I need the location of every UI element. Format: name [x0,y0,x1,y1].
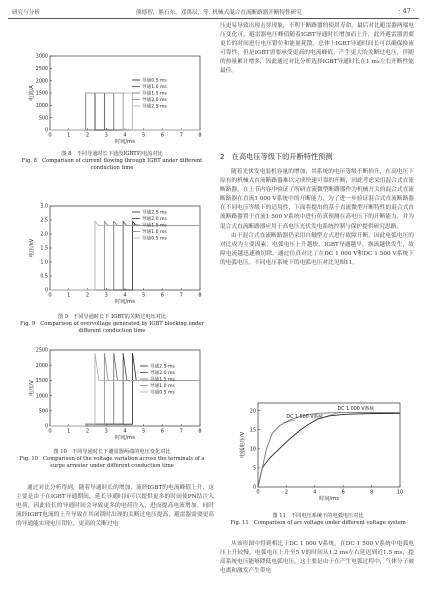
x-tick-label: 2 [85,132,90,139]
y-tick-label: 500 [38,116,48,122]
x-axis-label: 时间/ms [115,139,135,145]
figure-8-caption-cn: 图 8 不同导通时长下通没IGBT的电流对比 [61,151,163,157]
legend-label: 导通1.0 ms [142,230,167,236]
series-line [50,93,200,130]
y-tick-label: 500 [38,409,48,415]
y-tick-label: 1.5 [40,246,48,252]
figure-10-caption-en: Fig. 10 Comparison of the voltage variation across the terminals of a surge arrester under different conduction time [19,456,205,470]
legend-label: 导通2.0 ms [142,98,167,104]
figure-11-caption [222,513,414,527]
y-tick-label: 0 [252,485,256,491]
left-column-body [16,484,214,529]
x-tick-label: 4 [123,428,127,435]
y-tick-label: 2000 [35,363,48,369]
series-line [50,353,200,426]
x-tick-label: 6 [160,428,165,435]
y-tick-label: 1500 [35,379,48,385]
figure-8-caption-en: Fig. 8 Comparison of current flowing through IGBT under different conduction time [21,158,203,172]
figure-11-caption-cn: 图 11 不同电压系统下的电弧电压对比 [272,513,364,519]
x-tick-label: 4 [313,489,317,496]
x-tick-label: 3 [104,428,108,435]
y-tick-label: 2.0 [40,232,48,238]
paragraph: 由于混合式直流断路器仍采用自触型方式进行故障开断，因此电弧电压的对比成为主要因素，电弧电压上升越快，IGBT导通越早，换流越快发生，故障电流越迅速被切除。通过仿真对比了在DC 1 000 V和DC 1 500 V系统下的电弧电压。不同电压系统下的电弧电压对比见图11。 [220,232,414,266]
page-number: · 47 · [398,7,415,15]
y-tick-label: 3000 [35,54,48,60]
series-line [50,93,200,130]
figure-9-caption-en: Fig. 9 Comparison of overvoltage generated by IGBT blocking under different conduction time [19,321,205,335]
paragraph: 通过对比分析得到，随着导通时长的增加，流经IGBT的电流峰值上升，这主要是由于在IGBT导通期间，延长导通时间可以提供更多的时间使PN结注入电荷，因此较长的导通时间会导致更多的电荷注入，进而提高电流增加。同时流经IGBT电流的上升导致在其闭锁时出现的关断过电压提高，避雷器需要更高的导通能实现电压钳位，更高的关断过电 [16,485,214,528]
y-tick-label: 2.5 [40,218,48,224]
x-tick-label: 0 [48,132,52,139]
legend-label: 导通2.5 ms [142,104,167,110]
x-tick-label: 4 [123,292,127,299]
y-tick-label: 1000 [35,104,48,110]
x-tick-label: 3 [104,292,108,299]
y-axis-label: 电弧电压/V [240,431,246,459]
x-tick-label: 8 [198,132,202,139]
y-tick-label: 20 [249,409,256,415]
x-tick-label: 2 [85,428,90,435]
journal-column: 研究与分析 [12,10,40,16]
right-column-mid [220,168,414,268]
legend-label: 导通0.5 ms [150,390,175,396]
legend-label: 导通1.5 ms [142,223,167,229]
figure-10-caption-cn: 图 10 不同导通时长下避雷器两端的电压变化对比 [53,449,171,455]
y-tick-label: 1000 [35,394,48,400]
legend-label: 导通0.5 ms [142,78,167,84]
series-line [258,413,400,487]
y-tick-label: 2500 [35,67,48,73]
figure-9 [20,200,210,310]
y-tick-label: 1500 [35,91,48,97]
x-tick-label: 4 [123,132,127,139]
legend-label: 导通2.5 ms [142,210,167,216]
x-tick-label: 6 [160,132,165,139]
series-line [258,413,400,487]
x-tick-label: 10 [396,489,404,496]
series-line [50,221,200,290]
figure-8-caption [12,151,212,173]
x-tick-label: 0 [48,292,52,299]
x-tick-label: 5 [142,428,146,435]
y-tick-label: 1.0 [40,260,48,266]
x-tick-label: 1 [67,428,71,435]
figure-10-caption [12,449,212,471]
x-tick-label: 3 [104,132,108,139]
x-tick-label: 6 [160,292,165,299]
plot-frame [50,350,200,426]
figure-8 [20,50,210,150]
x-tick-label: 0 [48,428,52,435]
legend-label: 导通1.5 ms [150,377,175,383]
legend-label: 导通1.5 ms [142,91,167,97]
paragraph: 从该形图中得到相比于DC 1 000 V系统，在DC 1 500 V系统中电弧电压上升较慢，电弧电压上升至5 V的时间从1.2 ms左右延迟到近1.5 ms，提高系统电压能够降低电弧电压，这主要是由于在产生电弧过程中，气体分子被电离和激发产生带电 [220,541,414,575]
figure-9-caption-cn: 图 9 不同导通时长下 IGBT的关断过电压对比 [57,314,167,320]
figure-11-plot [232,395,410,507]
series-line [50,93,200,130]
figure-11-caption-en: Fig. 11 Comparison of arc voltage under different voltage system [230,520,406,527]
section-heading: 2 在高电压等级下的开断特性预测 [220,152,333,161]
x-tick-label: 2 [85,292,90,299]
series-line [50,221,200,290]
series-line [50,93,200,130]
y-axis-label: 电压/kV [29,238,35,258]
figure-8-plot [20,50,210,150]
y-tick-label: 0 [44,288,48,294]
figure-11 [232,395,410,507]
x-tick-label: 1 [67,132,71,139]
legend-label: 导通2.0 ms [142,217,167,223]
x-tick-label: 7 [179,132,183,139]
series-line [50,93,200,130]
y-tick-label: 10 [249,447,256,453]
legend-label: 导通2.0 ms [150,371,175,377]
x-tick-label: 0 [256,489,260,496]
y-axis-label: 电压/V [29,380,35,396]
y-tick-label: 2500 [35,348,48,354]
x-tick-label: 5 [142,292,146,299]
right-column-top [220,22,414,77]
x-axis-label: 时间/ms [319,496,339,502]
right-column-bottom [220,540,414,576]
x-tick-label: 2 [284,489,288,496]
x-tick-label: 7 [179,428,183,435]
x-tick-label: 6 [341,489,345,496]
x-tick-label: 8 [198,428,202,435]
figure-10-plot [20,344,210,446]
y-tick-label: 0.5 [40,274,48,280]
legend-label: 导通0.5 ms [142,236,167,242]
legend-label: 导通2.5 ms [150,364,175,370]
y-tick-label: 2000 [35,79,48,85]
paragraph: 压更易导致出现击穿现象，不利于断路器的使用寿命。最后对比避雷器两端电压变化可，避雷器电压峰值随着IGBT导通时长增加而上升，此外避雷器需要更长的时间进行电压钳位和能量耗散。总体上IGBT导通时间长可以确保换流可靠性，但是IGBT需要承受更高的电流峰值，产生更大的关断过电压，伴随的热量累计增多，因此通过对比分析选择IGBT导通时长在1 ms左右开断性能最佳。 [220,23,414,75]
running-header [8,6,419,19]
y-tick-label: 3.0 [40,204,48,210]
legend-label: 导通1.0 ms [142,85,167,91]
series-line [50,221,200,290]
paragraph: 随着光伏发电装机容量的增加，其系统的电压等级不断抬升，在高电压下原有的机械式直流断路器难以完成快速可靠的开断，因此考虑采用混合式直流断路器。在上节内容中验证了所研直流微型断路器作为机械开关的混合式直流断路器在直流1 000 V系统中的开断能力，为了进一步验证混合式直流断路器在不同电压等级下的适用性，下面将提出的基于直流微型开断特性的混合式直流断路器置于直流1 500 V系统中进行仿真预测在高电压下的开断能力，并为混合式直流断路器应用于高电压光伏发电系统控制与保护提供研究思路。 [220,169,414,230]
y-axis-label: 电流/A [29,85,35,101]
running-title: 熊德智，熊石东，邓禹辰，等. 机械式混合直流断路器开断特性研究 [136,10,302,16]
x-tick-label: 7 [179,292,183,299]
x-axis-label: 时间/ms [115,299,135,305]
y-tick-label: 0 [44,424,48,430]
y-tick-label: 15 [249,428,256,434]
series-label-dc1500: DC 1 500 V系统 [286,415,324,420]
y-tick-label: 5 [252,466,256,472]
plot-frame [50,206,200,290]
series-label-dc1000: DC 1 000 V系统 [337,407,375,412]
figure-9-caption [12,314,212,336]
series-line [50,221,200,290]
legend-label: 导通1.0 ms [150,384,175,390]
figure-10 [20,344,210,446]
series-line [50,221,200,290]
x-tick-label: 8 [198,292,202,299]
x-axis-label: 时间/ms [115,435,135,441]
figure-9-plot [20,200,210,310]
x-tick-label: 1 [67,292,71,299]
x-tick-label: 5 [142,132,146,139]
x-tick-label: 8 [370,489,374,496]
y-tick-label: 0 [44,128,48,134]
